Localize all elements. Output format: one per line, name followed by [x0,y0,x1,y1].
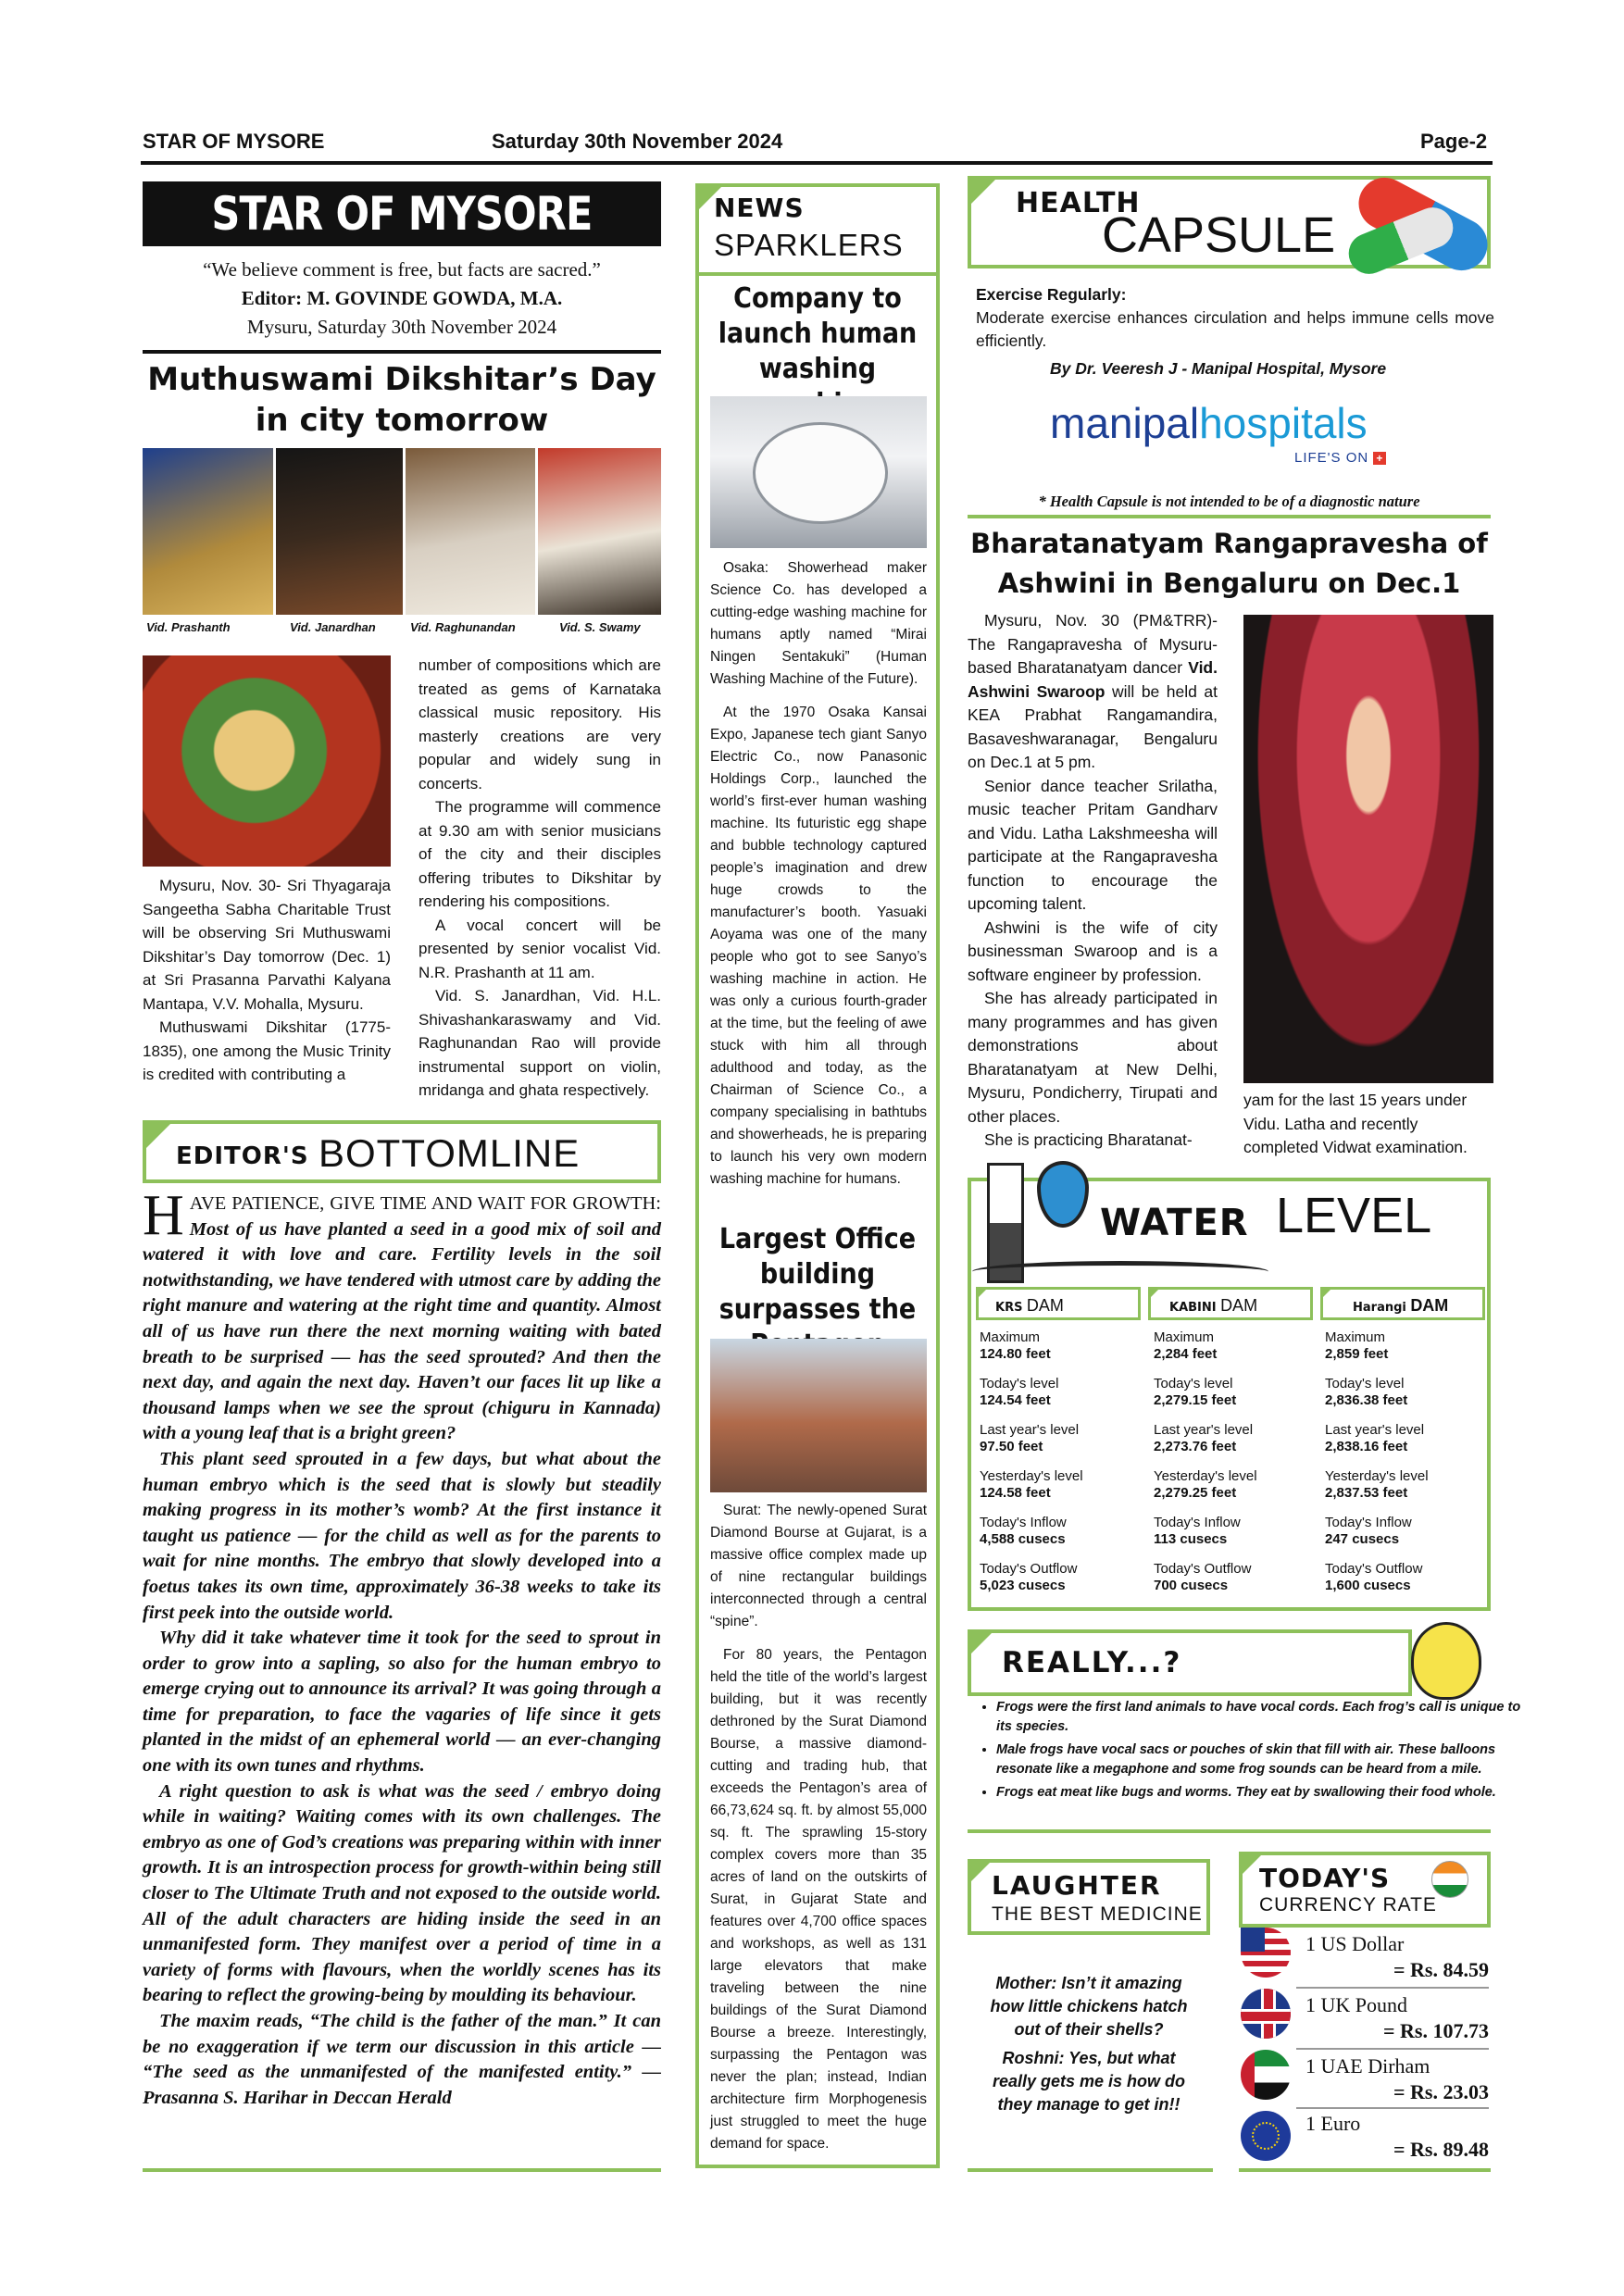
water-label-2: LEVEL [1276,1188,1432,1243]
dam-row-value: 2,279.25 feet [1154,1485,1237,1501]
bottomline-para: Why did it take whatever time it took for the seed to sprout in order to grow into a sapling, so also for the human embryo to emerge crying out to announce its arrival? It was going through a time for preparation, to face the vagaries of life since it gets planted in the midst of an ephemeral world — an ever-changing one with its own tunes and rhythms. [143,1628,661,1777]
dam-row-value: 124.58 feet [980,1485,1051,1501]
laughter-bottom-rule [968,2168,1213,2172]
news-para: For 80 years, the Pentagon held the title of the world’s largest building, but it was recently dethroned by the Surat Diamond Bourse, a massive diamond-cutting and trading hub, that exceeds the Pentagon’s area of 66,73,624 sq. ft. by almost 55,000 sq. ft. The sprawling 15-story complex covers more than 35 acres of land on the outskirts of Surat, in Gujarat State and features over 4,700 office spaces and workshops, as well as 131 large elevators that make traveling between the nine buildings of the Surat Diamond Bourse a breeze. Interestingly, surpassing the Pentagon was never the plan; instead, Indian architecture firm Morphogenesis just struggled to meet the huge demand for space. [710,1647,927,2152]
dam-row-value: 124.54 feet [980,1392,1051,1408]
dam-row-label: Today's Inflow [980,1515,1067,1530]
currency-value: = Rs. 23.03 [1393,2080,1489,2103]
header-rule [141,161,1493,165]
caption-janardhan: Vid. Janardhan [290,620,376,634]
manipal-tagline-text: LIFE'S ON [1294,450,1369,466]
dam-row-label: Today's Outflow [1325,1561,1423,1577]
dikshitar-para: The programme will commence at 9.30 am with senior musicians of the city and their disciples offering tributes to Dikshitar by rendering his compositions. [418,798,661,910]
list-item: • Male frogs have vocal sacs or pouches of skin that fill with air. These balloons resonate like a megaphone and some frog sounds can be heard from a mile. [996,1741,1528,1779]
lightbulb-icon [1411,1622,1481,1700]
dam-name: DAM [1220,1296,1258,1315]
currency-label-1: TODAY'S [1259,1863,1391,1893]
dam-row-value: 2,279.15 feet [1154,1392,1237,1408]
bottomline-para: This plant seed sprouted in a few days, but what about the human embryo which is the seed that is slowly but steadily making progress in its mother’s womb? At the first instance it taught us patience — for the child as well as for the parents to wait for nine months. The embryo that slowly developed into a foetus takes its own time, approximately 36-38 weeks to take its first peek into the outside world. [143,1448,661,1623]
bottomline-bottom-rule [143,2168,661,2172]
us-flag-icon [1241,1928,1291,1978]
currency-label-2: CURRENCY RATE [1259,1894,1437,1915]
masthead-motto: “We believe comment is free, but facts are sacred.” [203,258,601,281]
health-label-2: CAPSULE [1102,207,1336,263]
dikshitar-para: Vid. S. Janardhan, Vid. H.L. Shivashankaraswamy and Vid. Raghunandan Rao will provide instrumental support on violin, mridanga and ghata respectively. [418,987,661,1099]
masthead [143,181,661,246]
currency-row [1305,2111,1489,2163]
dam-row-label: Yesterday's level [980,1468,1083,1484]
bharatanatyam-para: She has already participated in many programmes and has given demonstrations about Bharatanatyam at New Delhi, Mysuru, Pondicherry, Tirupati and other places. [968,989,1218,1126]
dikshitar-text-left [143,874,391,1087]
news-label-2: SPARKLERS [714,228,904,262]
dam-row-value: 1,600 cusecs [1325,1578,1411,1593]
bharatanatyam-para: Senior dance teacher Srilatha, music teacher Pritam Gandharv and Vidu. Latha Lakshmeesha will participate at the Rangapravesha function to encourage the upcoming talent. [968,776,1218,913]
dam-row-label: Yesterday's level [1154,1468,1257,1484]
corner-flag [143,1120,174,1152]
health-disclaimer: * Health Capsule is not intended to be of a diagnostic nature [1038,493,1420,510]
dikshitar-para: Muthuswami Dikshitar (1775-1835), one among the Music Trinity is credited with contributing a [143,1018,391,1083]
news-para: Osaka: Showerhead maker Science Co. has developed a cutting-edge washing machine for humans aptly named “Mirai Ningen Sentakuki” (Human Washing Machine of the Future). [710,560,927,687]
health-bottom-rule [968,515,1491,518]
dam-row-label: Maximum [1154,1329,1215,1345]
dikshitar-painting [143,655,391,867]
header-paper-name: STAR OF MYSORE [143,130,325,153]
laughter-label-2: THE BEST MEDICINE [992,1903,1203,1925]
masthead-rule [143,350,661,354]
dam-row-label: Today's level [980,1376,1059,1391]
bharatanatyam-text [968,609,1218,1153]
bottomline-lead-rest: Most of us have planted a seed in a good mix of soil and watered it with love and care. Fertility levels in the soil notwithstanding, we have tendered with utmost care by adding the right manure and watering at the right time and quantity. Almost all of us have run there the next morning waiting with bated breath to be surprised — has the seed sprouted? And then the next day, and again the next day. Haven’t our faces lit up like a thousand lamps when we see the sprout (chiguru in Kannada) with a young leaf that is a bright green? [143,1218,661,1444]
laughter-joke [981,1972,1196,2116]
dam-row-label: Today's Outflow [1154,1561,1252,1577]
really-bottom-rule [968,1829,1491,1833]
red-cross-icon: + [1373,452,1386,465]
dam-name: DAM [1026,1296,1064,1315]
dam-table-harangi [1325,1329,1490,1594]
dam-name: DAM [1410,1296,1449,1315]
caption-raghunandan: Vid. Raghunandan [410,620,516,634]
dam-row-label: Last year's level [980,1422,1080,1438]
bottomline-para: A right question to ask is what was the seed / embryo doing while in waiting? Waiting comes with its own challenges. The embryo as one of God’s creations was preparing within with inner growth. It is an introspection process for growth-within being still closer to The Ultimate Truth and not exposed to the outside world. All of the adult characters are hiding inside the seed in an unmanifested form. They manifest over a period of time in a variety of forms with flavours, when the worldly scenes has its bearing to reflect the growing-being by moulding its behaviour. [143,1780,661,2006]
bharatanatyam-p1-a: Mysuru, Nov. 30 (PM&TRR)- The Rangapravesha of Mysuru-based Bharatanatyam dancer [968,611,1218,677]
bottomline-para: The maxim reads, “The child is the father of the man.” It can be no exaggeration if we term our discussion in this article — “The seed as the unmanifested of the manifested entity.” — Prasanna S. Harihar in Deccan Herald [143,2011,661,2108]
corner-flag [1320,1287,1333,1300]
bottomline-dropcap: H [143,1184,184,1247]
bottomline-label-box [143,1120,661,1183]
currency-divider [1296,2048,1489,2050]
dam-row-value: 113 cusecs [1154,1531,1228,1547]
bottomline-body [143,1184,661,2111]
currency-value: = Rs. 107.73 [1383,2019,1489,2042]
news-story2-headline: Largest Office building surpasses the [718,1223,917,1326]
currency-bottom-rule [1239,2168,1491,2172]
currency-row [1305,1992,1489,2044]
india-flag-icon [1431,1861,1468,1898]
dam-row-value: 2,838.16 feet [1325,1439,1408,1454]
dam-row-label: Maximum [980,1329,1041,1345]
currency-name: 1 UK Pound [1305,1993,1408,2016]
dam-header-kabini [1148,1287,1313,1320]
caption-prashanth: Vid. Prashanth [146,620,231,634]
bharatanatyam-p1-bold: Vid. Ashwini Swaroop [968,658,1218,701]
dam-row-label: Last year's level [1325,1422,1425,1438]
diamond-bourse-photo [710,1339,927,1492]
dam-row-label: Today's level [1325,1376,1405,1391]
dikshitar-headline-line2: in city tomorrow [255,402,549,439]
masthead-editor: Editor: M. GOVINDE GOWDA, M.A. [241,287,563,309]
photo-prashanth [143,448,273,615]
dam-header-harangi [1320,1287,1485,1320]
currency-value: = Rs. 89.48 [1393,2138,1489,2161]
news-story2-text [710,1500,927,2155]
bottomline-lead-caps: AVE PATIENCE, GIVE TIME AND WAIT FOR GROWTH: [189,1193,661,1214]
health-label-1: HEALTH [1016,187,1141,219]
caption-swamy: Vid. S. Swamy [559,620,641,634]
laughter-label-1: LAUGHTER [992,1870,1162,1901]
list-item: • Frogs eat meat like bugs and worms. They eat by swallowing their food whole. [996,1783,1528,1803]
dam-row-label: Today's level [1154,1376,1233,1391]
bharatanatyam-headline [968,524,1491,604]
health-byline: By Dr. Veeresh J - Manipal Hospital, Mysore [1050,359,1387,378]
dam-row-value: 2,836.38 feet [1325,1392,1408,1408]
dam-header-krs [976,1287,1141,1320]
uae-flag-icon [1241,2050,1291,2100]
eu-flag-icon [1241,2111,1291,2161]
dikshitar-text-right [418,654,661,1103]
dam-row-value: 2,859 feet [1325,1346,1389,1362]
currency-divider [1296,1987,1489,1989]
corner-flag [976,1287,989,1300]
news-story1-text [710,557,927,1191]
dikshitar-para: number of compositions which are treated as gems of Karnataka classical music repository. His masterly creations are very popular and widely sung in concerts. [418,656,661,792]
dam-row-value: 700 cusecs [1154,1578,1229,1593]
photo-janardhan [276,448,403,615]
water-label-1: WATER [1100,1202,1249,1244]
washing-machine-photo [710,396,927,548]
dancer-photo [1243,615,1493,1083]
manipal-logo [1050,400,1368,446]
dam-row-value: 5,023 cusecs [980,1578,1066,1593]
header-page-number: Page-2 [1420,130,1488,153]
joke-question: Mother: Isn’t it amazing how little chickens hatch out of their shells? [990,1974,1188,2039]
photo-raghunandan [406,448,535,615]
header-date: Saturday 30th November 2024 [492,130,783,153]
masthead-dateline: Mysuru, Saturday 30th November 2024 [246,316,557,338]
news-label-rule [699,272,936,276]
bottomline-label-small: EDITOR'S [176,1142,309,1170]
bharatanatyam-tail: yam for the last 15 years under Vidu. Latha and recently completed Vidwat examination. [1243,1091,1468,1156]
washing-machine-pod [753,422,888,524]
currency-name: 1 UAE Dirham [1305,2054,1430,2078]
currency-row [1305,1931,1489,1983]
news-para: At the 1970 Osaka Kansai Expo, Japanese tech giant Sanyo Electric Co., now Panasonic Holdings Corp., launched the world’s first-ever human washing machine. Its futuristic egg shape and bubble technology captured people’s imagination and drew huge crowds to the manufacturer’s booth. Yasuaki Aoyama was one of the many people who got to see Sanyo’s washing machine in action. He was only a curious fourth-grader at the time, but the feeling of awe stuck with him all through adulthood and today, as the Chairman of Science Co., a company specialising in bathtubs and showerheads, he is preparing to launch his very own modern washing machine for humans. [710,705,927,1187]
dam-row-label: Maximum [1325,1329,1386,1345]
bharatanatyam-p1-b: will be held at KEA Prabhat Rangamandira, Basaveshwaranagar, Bengaluru on Dec.1 at 5 pm. [968,681,1218,771]
currency-row [1305,2053,1489,2105]
currency-value: = Rs. 84.59 [1393,1958,1489,1981]
manipal-logo-a: manipal [1050,399,1200,447]
dam-name-small: KABINI [1169,1301,1217,1315]
dikshitar-para: Mysuru, Nov. 30- Sri Thyagaraja Sangeetha Sabha Charitable Trust will be observing Sri Muthuswami Dikshitar’s Day tomorrow (Dec. 1) at Sri Prasanna Parvathi Kalyana Mantapa, V.V. Mohalla, Mysuru. [143,877,391,1013]
bharatanatyam-headline-line1: Bharatanatyam Rangapravesha of [970,528,1488,559]
news-label-1: NEWS [714,193,805,223]
dam-row-value: 247 cusecs [1325,1531,1400,1547]
dam-table-krs [980,1329,1144,1594]
dam-name-small: Harangi [1353,1301,1406,1315]
dikshitar-para: A vocal concert will be presented by senior vocalist Vid. N.R. Prashanth at 11 am. [418,916,661,981]
masthead-title: STAR OF MYSORE [211,187,593,241]
dam-row-label: Today's Inflow [1154,1515,1241,1530]
bottomline-label-big: BOTTOMLINE [319,1131,581,1175]
really-label: REALLY...? [1002,1646,1182,1679]
dam-row-value: 2,273.76 feet [1154,1439,1237,1454]
corner-flag [968,1859,993,1885]
bharatanatyam-para: Ashwini is the wife of city businessman Swaroop and is a software engineer by profession. [968,917,1218,984]
dam-row-label: Today's Outflow [980,1561,1078,1577]
news-story1-headline: Company to launch human washing [718,282,918,385]
joke-answer: Roshni: Yes, but what really gets me is how do they manage to get in!! [992,2049,1186,2114]
dam-row-value: 97.50 feet [980,1439,1043,1454]
dikshitar-headline [143,359,661,441]
currency-name: 1 US Dollar [1305,1932,1405,1955]
dam-row-label: Last year's level [1154,1422,1254,1438]
dikshitar-headline-line1: Muthuswami Dikshitar’s Day [147,361,656,398]
corner-flag [968,1629,995,1657]
currency-divider [1296,2107,1489,2109]
dam-table-kabini [1154,1329,1318,1594]
dam-row-label: Yesterday's level [1325,1468,1429,1484]
manipal-tagline [1294,450,1386,466]
dam-row-value: 2,837.53 feet [1325,1485,1408,1501]
manipal-logo-b: hospitals [1199,399,1368,447]
news-para: Surat: The newly-opened Surat Diamond Bourse at Gujarat, is a massive office complex made up of nine rectangular buildings interconnected through a central “spine”. [710,1503,927,1629]
water-wave-icon [972,1261,1268,1282]
currency-name: 1 Euro [1305,2112,1361,2135]
dam-row-value: 2,284 feet [1154,1346,1218,1362]
dam-name-small: KRS [995,1301,1023,1315]
really-list [963,1698,1528,1806]
bharatanatyam-para: She is practicing Bharatanat- [984,1130,1193,1149]
list-item: • Frogs were the first land animals to have vocal cords. Each frog’s call is unique to its species. [996,1698,1528,1737]
uk-flag-icon [1241,1989,1291,2039]
corner-flag [968,176,999,207]
dam-row-value: 4,588 cusecs [980,1531,1066,1547]
corner-flag [1148,1287,1161,1300]
health-tip-text: Moderate exercise enhances circulation and helps immune cells move efficiently. [976,308,1494,350]
dam-row-value: 124.80 feet [980,1346,1051,1362]
health-tip-title: Exercise Regularly: [976,285,1127,304]
bharatanatyam-headline-line2: Ashwini in Bengaluru on Dec.1 [997,568,1461,599]
bharatanatyam-para [968,609,1218,775]
health-tip [976,283,1494,353]
photo-swamy [538,448,661,615]
dam-row-label: Today's Inflow [1325,1515,1412,1530]
